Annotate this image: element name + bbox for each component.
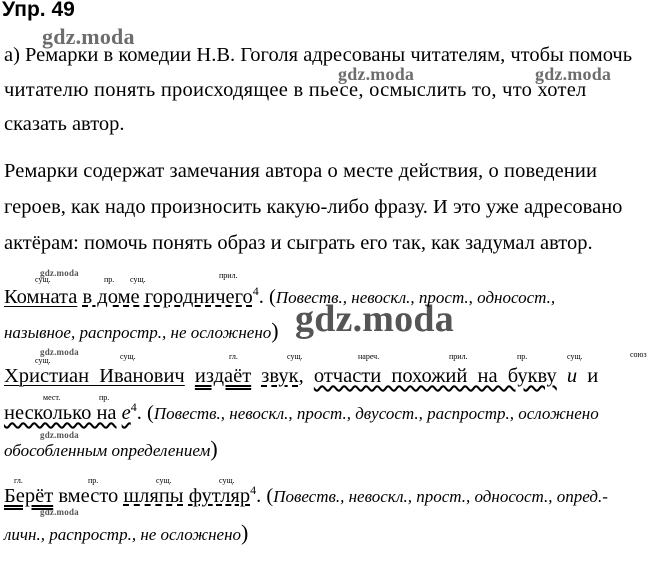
predicate: Берёт	[4, 484, 54, 507]
pos-label: сущ.	[156, 476, 172, 485]
punctuation: . (	[256, 484, 274, 507]
punctuation: )	[241, 520, 249, 545]
punctuation: . (	[136, 401, 154, 424]
sentence-3	[4, 483, 608, 508]
watermark: gdz.moda	[535, 64, 612, 84]
pos-label: прил.	[219, 271, 238, 280]
pos-label: пр.	[517, 352, 528, 361]
pos-label: мест.	[43, 393, 61, 402]
punctuation: ,	[298, 365, 314, 387]
watermark: gdz.moda	[40, 507, 79, 517]
footnote-mark: 4	[252, 284, 259, 298]
letter: и	[566, 365, 578, 387]
characteristic: Повеств., невоскл., прост., двусост., распростр., осложнено	[153, 403, 599, 423]
pos-label: нареч.	[358, 352, 380, 361]
paragraph-line: сказать автор.	[4, 113, 125, 135]
modifier: в доме городничего	[82, 285, 253, 308]
punctuation: )	[271, 318, 279, 343]
watermark: gdz.moda	[40, 430, 79, 440]
paragraph-line: Ремарки содержат замечания автора о месте действия, о поведении	[4, 160, 598, 182]
watermark: gdz.moda	[295, 298, 454, 340]
characteristic: обособленным определением	[4, 441, 211, 460]
paragraph-line: актёрам: помочь понять образ и сыграть его так, как задумал автор.	[4, 232, 593, 254]
paragraph-line: а) Ремарки в комедии Н.В. Гоголя адресованы читателям, чтобы помочь	[4, 44, 633, 66]
characteristic: Повеств., невоскл., прост., односост.,	[275, 287, 556, 307]
sentence-1	[4, 284, 555, 309]
pos-label: сущ.	[219, 476, 235, 485]
sentence-1-cont	[4, 318, 279, 344]
pos-label: прил.	[449, 352, 468, 361]
sentence-2-cont2	[4, 436, 218, 462]
punctuation: . (	[258, 285, 276, 308]
characteristic: Повеств., невоскл., прост., односост., опред.-	[273, 486, 608, 506]
pos-label: сущ.	[287, 352, 303, 361]
paragraph-line: героев, как надо произносить какую-либо фразу. И это уже адресовано	[4, 196, 623, 218]
watermark: gdz.moda	[42, 24, 135, 49]
punctuation: )	[210, 436, 218, 461]
pos-label: союз	[630, 350, 647, 359]
exercise-title: Упр. 49	[2, 0, 75, 21]
pos-label: сущ.	[130, 275, 146, 284]
pos-label: сущ.	[35, 275, 51, 284]
subject: Комната	[4, 285, 78, 308]
sentence-2	[4, 365, 598, 388]
watermark: gdz.moda	[338, 64, 415, 84]
paragraph-line: читателю понять происходящее в пьесе, осмыслить то, что хотел	[4, 79, 587, 101]
pos-label: гл.	[14, 476, 23, 485]
watermark: gdz.moda	[40, 268, 79, 278]
participle-phrase: несколько на	[4, 401, 117, 424]
pos-label: сущ.	[35, 356, 51, 365]
footnote-mark: 4	[130, 400, 137, 414]
object: звук	[261, 365, 299, 387]
subject: Христиан Иванович	[4, 365, 185, 387]
letter: е	[121, 401, 131, 424]
preposition: вместо	[58, 484, 119, 507]
pos-label: гл.	[229, 352, 238, 361]
characteristic: назывное, распростр., не осложнено	[4, 323, 272, 342]
pos-label: пр.	[104, 275, 115, 284]
pos-label: пр.	[88, 476, 99, 485]
participle-phrase: отчасти похожий на букву	[313, 365, 557, 387]
conjunction: и	[587, 365, 599, 387]
watermark: gdz.moda	[40, 347, 79, 357]
pos-label: сущ.	[567, 352, 583, 361]
characteristic: личн., распростр., не осложнено	[4, 525, 242, 544]
pos-label: сущ.	[120, 352, 136, 361]
footnote-mark: 4	[250, 483, 257, 497]
object: шляпы	[123, 484, 184, 507]
pos-label: пр.	[99, 393, 110, 402]
sentence-3-cont	[4, 520, 248, 546]
predicate: издаёт	[194, 365, 252, 387]
sentence-2-cont	[4, 400, 599, 425]
object: футляр	[188, 484, 251, 507]
